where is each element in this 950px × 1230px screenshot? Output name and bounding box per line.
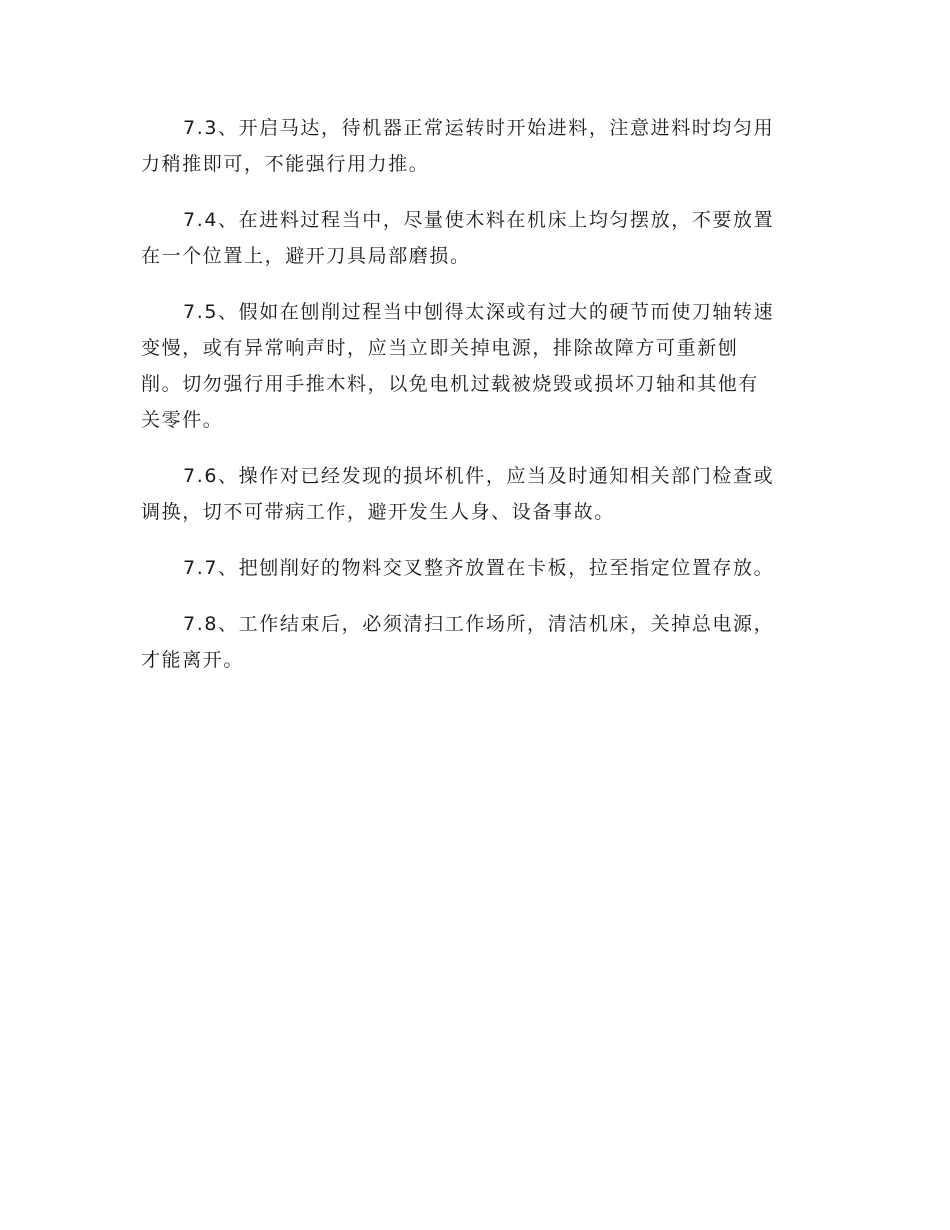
paragraph-7-7 bbox=[141, 550, 809, 586]
paragraph-line: 7.3、开启马达，待机器正常运转时开始进料，注意进料时均匀用 bbox=[183, 117, 775, 139]
paragraph-7-3 bbox=[141, 110, 809, 182]
paragraph-line: 变慢，或有异常响声时，应当立即关掉电源，排除故障方可重新刨 bbox=[141, 337, 739, 359]
paragraph-line: 关零件。 bbox=[141, 409, 224, 431]
paragraph-7-6 bbox=[141, 458, 809, 530]
paragraph-7-4 bbox=[141, 202, 809, 274]
paragraph-line: 调换，切不可带病工作，避开发生人身、设备事故。 bbox=[141, 501, 615, 523]
paragraph-line: 7.8、工作结束后，必须清扫工作场所，清洁机床，关掉总电源， bbox=[183, 613, 775, 635]
paragraph-7-8 bbox=[141, 606, 809, 678]
paragraph-line: 才能离开。 bbox=[141, 649, 245, 671]
paragraph-line: 7.4、在进料过程当中，尽量使木料在机床上均匀摆放，不要放置 bbox=[183, 209, 775, 231]
paragraph-line: 7.5、假如在刨削过程当中刨得太深或有过大的硬节而使刀轴转速 bbox=[183, 301, 775, 323]
paragraph-line: 7.7、把刨削好的物料交叉整齐放置在卡板，拉至指定位置存放。 bbox=[183, 557, 775, 579]
paragraph-line: 在一个位置上，避开刀具局部磨损。 bbox=[141, 245, 471, 267]
paragraph-line: 力稍推即可，不能强行用力推。 bbox=[141, 153, 430, 175]
paragraph-line: 削。切勿强行用手推木料，以免电机过载被烧毁或损坏刀轴和其他有 bbox=[141, 373, 760, 395]
paragraph-7-5 bbox=[141, 294, 809, 438]
document-body bbox=[141, 110, 809, 698]
paragraph-line: 7.6、操作对已经发现的损坏机件，应当及时通知相关部门检查或 bbox=[183, 465, 775, 487]
